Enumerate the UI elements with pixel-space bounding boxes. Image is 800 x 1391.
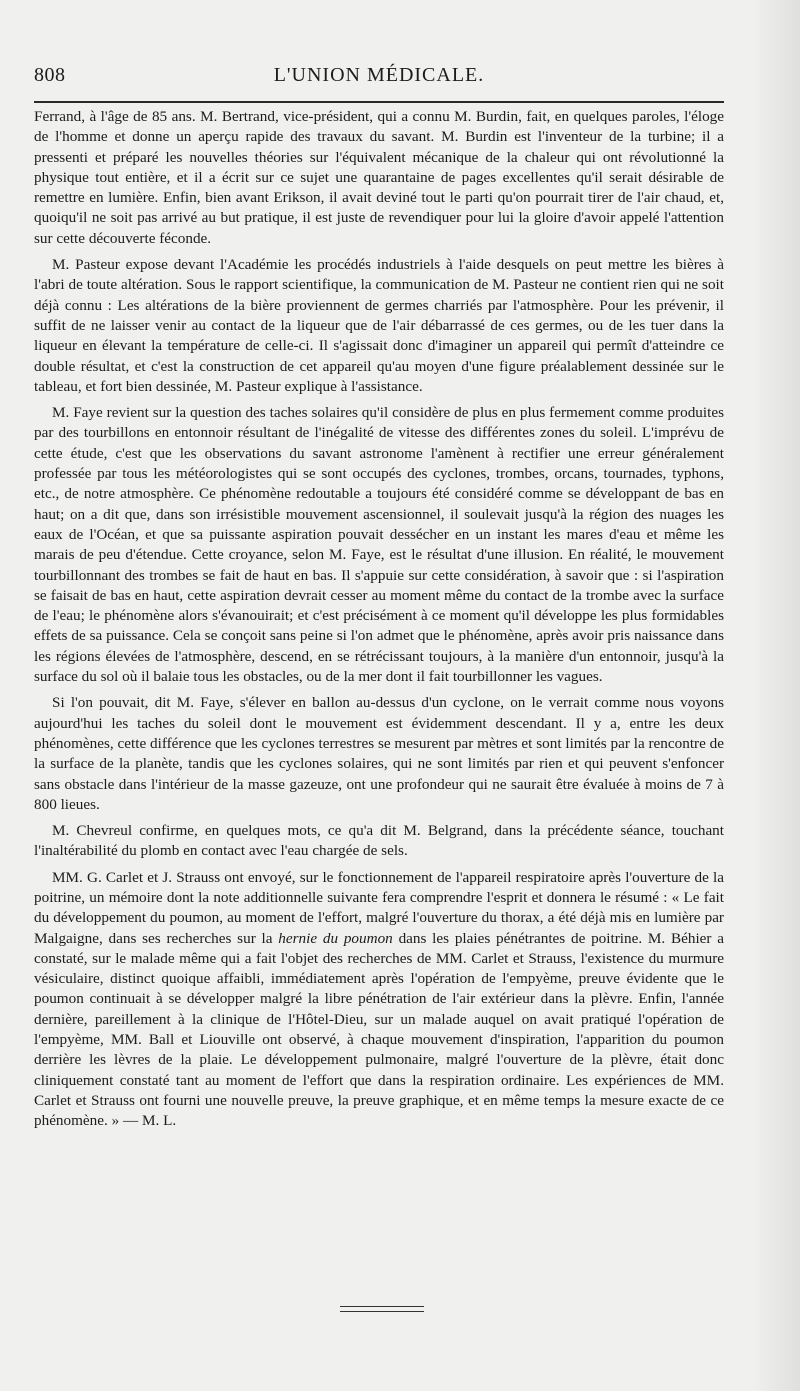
journal-title: L'UNION MÉDICALE. (273, 64, 485, 86)
italic-term: hernie du poumon (278, 929, 393, 947)
page-number: 808 (34, 64, 66, 86)
carlet-strauss-text-end: dans les plaies pénétrantes de poitrine. M. Béhier a constaté, sur le malade même qui a fait l'objet des recherches de MM. Carlet et Strauss, l'existence du murmure vésiculaire, distinct quoique affaibli, immédiatement après l'opération de l'empyème, preuve évidente que le poumon continuait à se développer malgré la libre pénétration de l'air extérieur dans la plèvre. Enfin, l'année dernière, pareillement à la clinique de l'Hôtel-Dieu, sur un malade auquel on avait pratiqué l'opération de l'empyème, MM. Ball et Liouville ont observé, à chaque mouvement d'inspiration, l'apparition du poumon derrière les lèvres de la plaie. Le développement pulmonaire, malgré l'ouverture de la plèvre, était donc cliniquement constaté tant au moment de l'effort que dans la respiration ordinaire. Les expériences de MM. Carlet et Strauss ont fourni une nouvelle preuve, la preuve graphique, et en même temps la mesure exacte de ce phénomène. » — M. L. (34, 929, 724, 1130)
end-ornament (340, 1306, 424, 1312)
paragraph-faye-cyclones: Si l'on pouvait, dit M. Faye, s'élever en ballon au-dessus d'un cyclone, on le verrait comme nous voyons aujourd'hui les taches du soleil dont le mouvement est évidemment descendant. Il y a, entre les deux phénomènes, cette différence que les cyclones terrestres se mesurent par mètres et sont limités par la rencontre de la surface de la planète, tandis que les cyclones solaires, qui ne sont limités par rien et qui peuvent s'enfoncer sans obstacle dans l'intérieur de la masse gazeuze, ont une profondeur qui ne saurait être évaluée à moins de 7 à 800 lieues. (34, 694, 724, 813)
article-body (34, 107, 724, 1138)
carlet-strauss-text-start: MM. G. Carlet et J. Strauss ont envoyé, sur le fonctionnement de l'appareil respiratoire après l'ouverture de la poitrine, un mémoire dont la note additionnelle suivante fera comprendre l'esprit et donnera le résumé : « Le fait du développement du poumon, au moment de l'effort, malgré l'ouverture du thorax, a été déjà mis en lumière par Malgaigne, dans ses recherches sur la (34, 868, 724, 947)
page-fold-shadow (752, 0, 800, 1391)
paragraph-carlet-strauss (34, 868, 724, 1132)
paragraph-burdin: Ferrand, à l'âge de 85 ans. M. Bertrand, vice-président, qui a connu M. Burdin, fait, en quelques paroles, l'éloge de l'homme et donne un aperçu rapide des travaux du savant. M. Burdin est l'inventeur de la turbine; il a pressenti et préparé les nouvelles théories sur l'équivalent mécanique de la chaleur qui ont révolutionné la physique tout entière, et il a écrit sur ce sujet une quarantaine de pages excellentes qu'il serait désirable de remettre en lumière. Enfin, bien avant Erikson, il avait deviné tout le parti qu'on pourrait tirer de l'air chaud, et, quoiqu'il ne soit pas arrivé au but pratique, il est juste de revendiquer pour lui la gloire d'avoir appelé l'attention sur cette découverte féconde. (34, 108, 724, 247)
paragraph-pasteur: M. Pasteur expose devant l'Académie les procédés industriels à l'aide desquels on peut mettre les bières à l'abri de toute altération. Sous le rapport scientifique, la communication de M. Pasteur ne contient rien qui ne soit déjà connu : Les altérations de la bière proviennent de germes charriés par l'atmosphère. Pour les prévenir, il suffit de ne laisser venir au contact de la liqueur que de l'air débarrassé de ces germes, ou de les tuer dans la liqueur en élevant la température de celle-ci. Il s'agissait donc d'imaginer un appareil qui permît d'atteindre ce double résultat, et c'est la construction de cet appareil qu'au moyen d'une figure préalablement dessinée sur le tableau, et fort bien dessinée, M. Pasteur explique à l'assistance. (34, 256, 724, 395)
page-header (34, 64, 724, 94)
paragraph-faye-trombes: M. Faye revient sur la question des taches solaires qu'il considère de plus en plus fermement comme produites par des tourbillons en entonnoir résultant de l'inégalité de vitesse des différentes zones du soleil. L'imprévu de cette étude, c'est que les observations du savant astronome l'amènent à rectifier une erreur généralement professée par tous les météorologistes qui se sont occupés des cyclones, trombes, orcans, tournades, typhons, etc., de notre atmosphère. Ce phénomène redoutable a toujours été considéré comme se développant de bas en haut; on a dit que, dans son irrésistible mouvement ascensionnel, il soulevait jusqu'à la région des nuages les eaux de l'Océan, et que sa puissante aspiration pouvait dessécher en un instant les mares d'eau et même les marais de peu d'étendue. Cette croyance, selon M. Faye, est le résultat d'une illusion. En réalité, le mouvement tourbillonnant des trombes se fait de haut en bas. Il s'appuie sur cette considération, à savoir que : si l'aspiration se faisait de bas en haut, cette aspiration devrait cesser au moment même du contact de la trombe avec la surface de l'eau; le phénomène alors s'évanouirait; et c'est précisément à ce moment qu'il développe les plus formidables effets de sa puissance. Cela se conçoit sans peine si l'on admet que le phénomène, après avoir pris naissance dans les régions élevées de l'atmosphère, descend, en se rétrécissant toujours, à la manière d'un entonnoir, jusqu'à la surface du sol où il balaie tous les obstacles, ou de la mer dont il fait tourbillonner les vagues. (34, 404, 724, 686)
paragraph-chevreul: M. Chevreul confirme, en quelques mots, ce qu'a dit M. Belgrand, dans la précédente séance, touchant l'inaltérabilité du plomb en contact avec l'eau chargée de sels. (34, 822, 724, 860)
header-rule (34, 101, 724, 103)
